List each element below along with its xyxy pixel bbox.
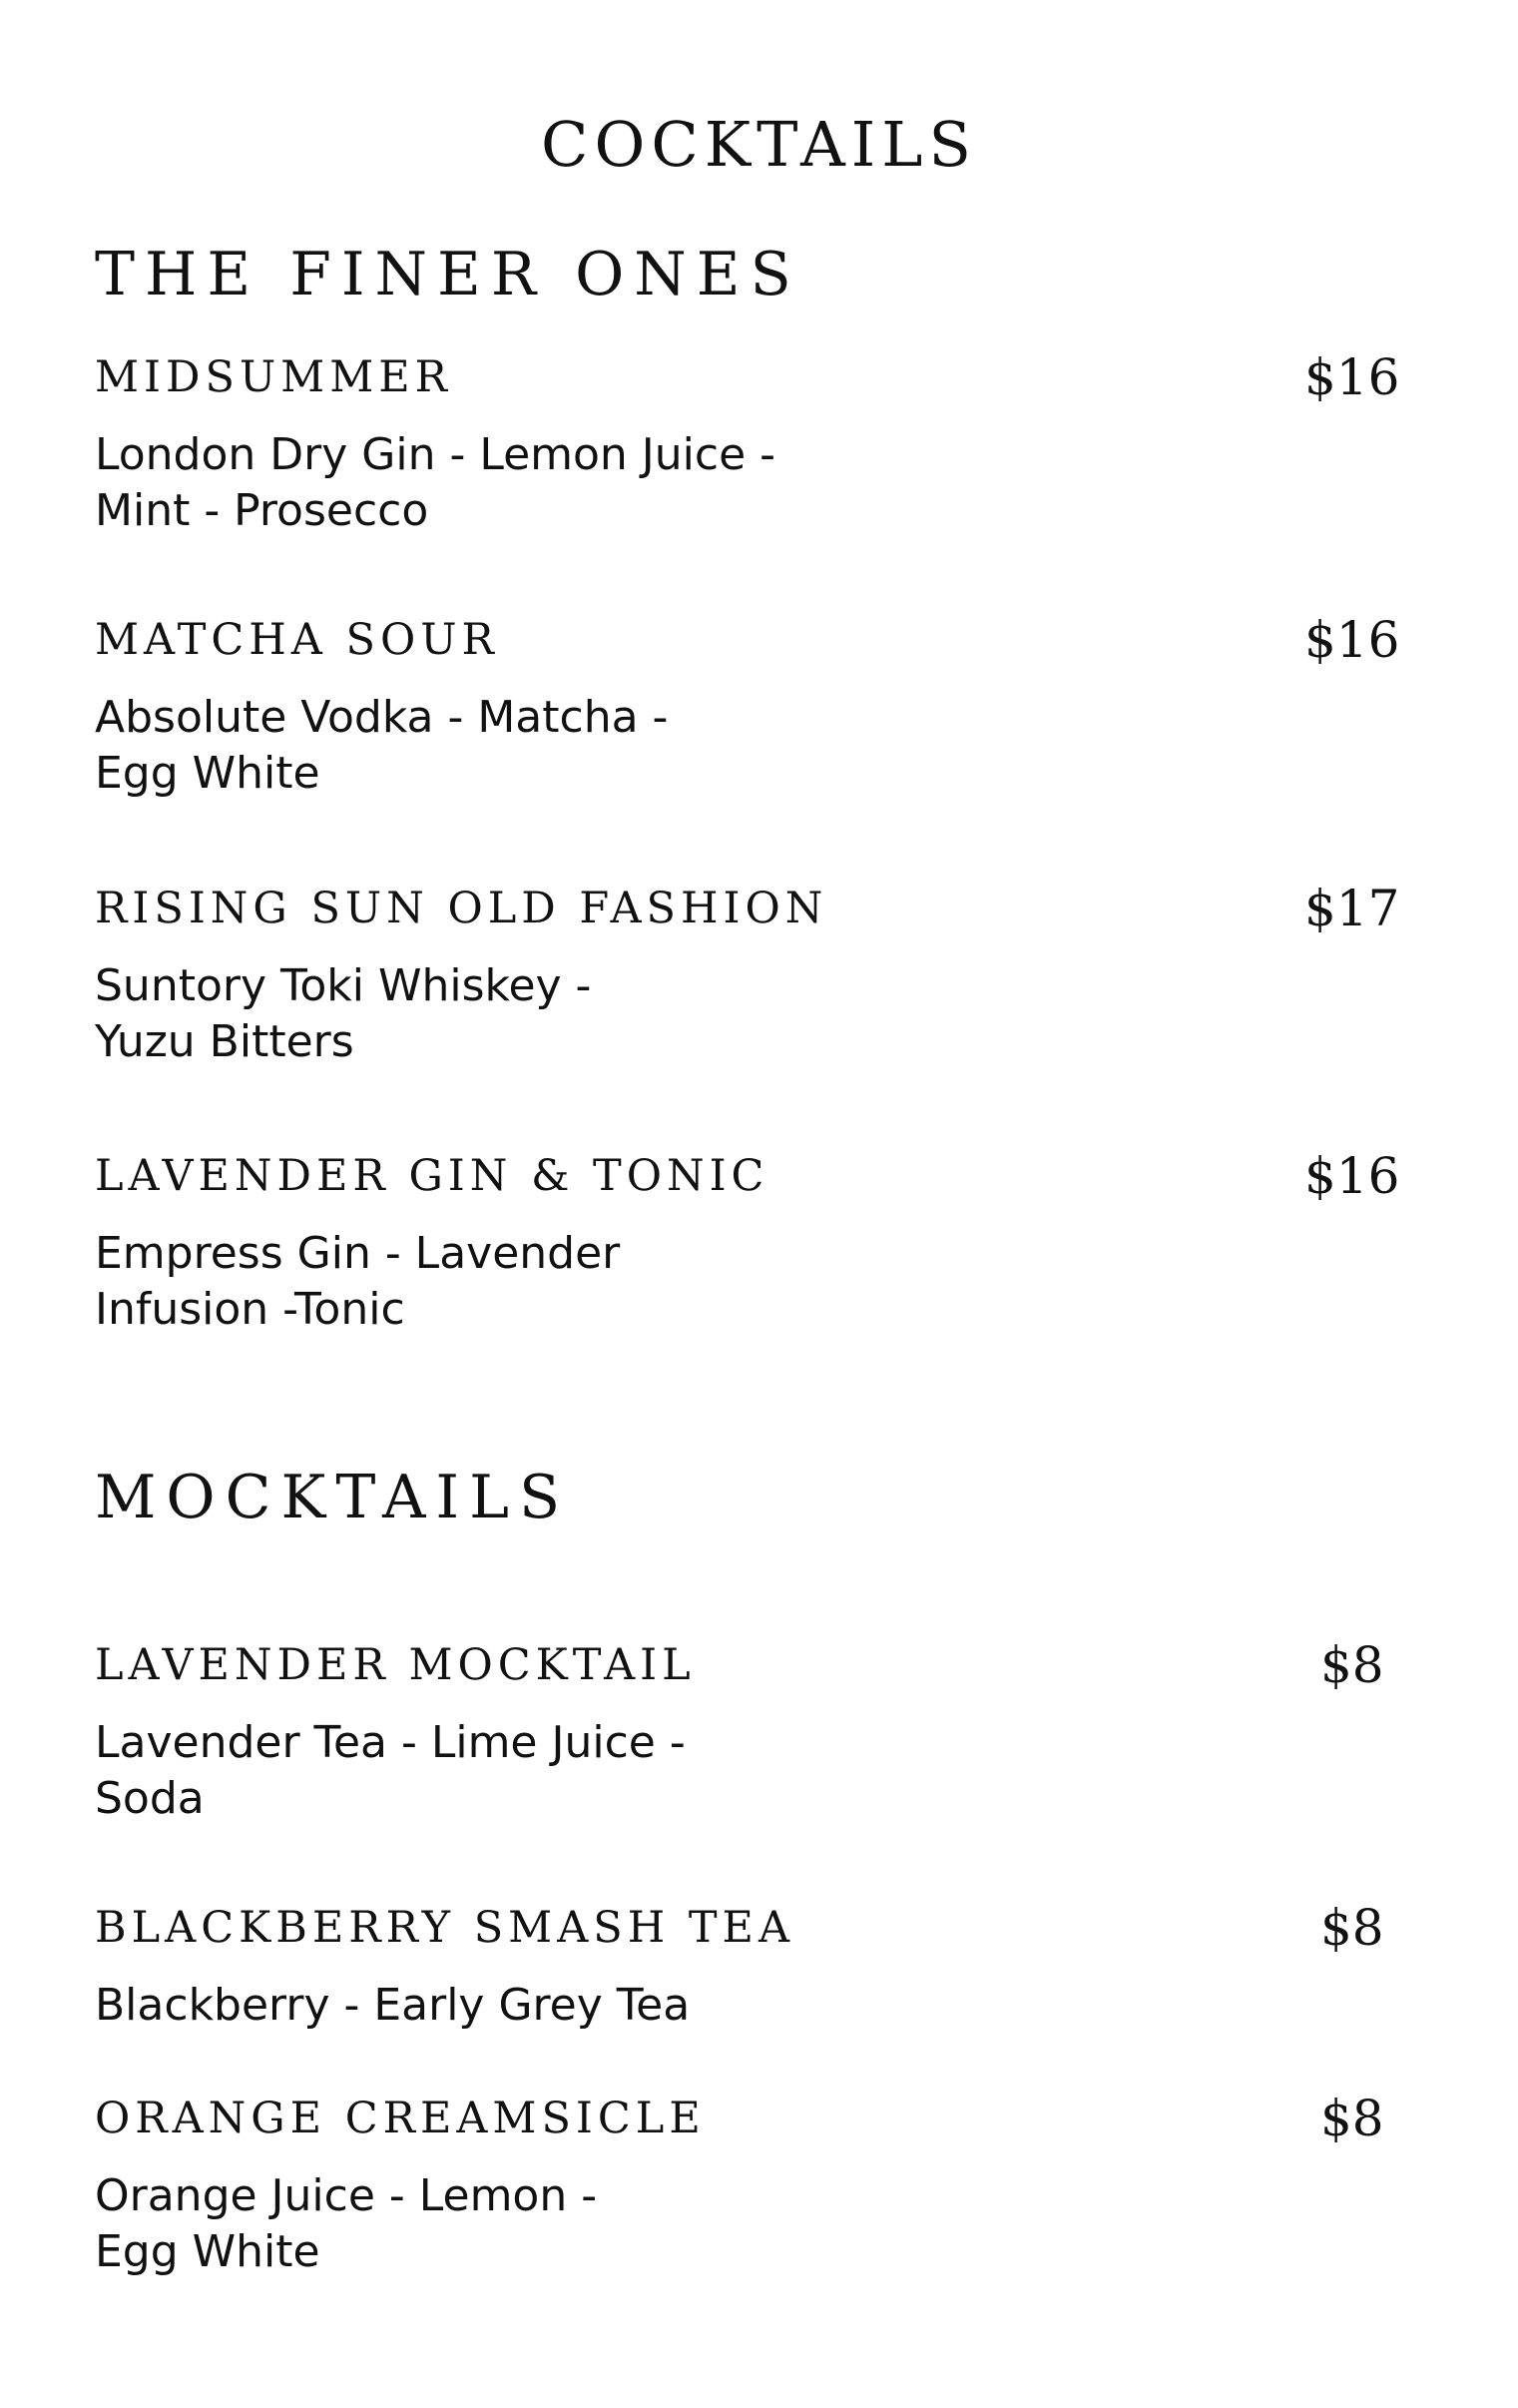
item-description-line: Empress Gin - Lavender bbox=[95, 1228, 621, 1279]
item-price: $16 bbox=[1304, 348, 1400, 406]
item-name: MATCHA SOUR bbox=[95, 615, 499, 665]
item-description-line: Lavender Tea - Lime Juice - bbox=[95, 1717, 686, 1768]
item-description-line: Absolute Vodka - Matcha - bbox=[95, 692, 669, 743]
item-description bbox=[95, 427, 775, 539]
item-name: MIDSUMMER bbox=[95, 352, 453, 402]
item-description-line: Infusion -Tonic bbox=[95, 1284, 405, 1335]
item-description bbox=[95, 1978, 690, 2034]
item-description bbox=[95, 690, 668, 802]
item-description bbox=[95, 1715, 686, 1827]
item-description-line: Yuzu Bitters bbox=[95, 1016, 354, 1067]
item-description-line: Suntory Toki Whiskey - bbox=[95, 960, 592, 1011]
item-price: $17 bbox=[1304, 880, 1400, 937]
item-description bbox=[95, 1226, 620, 1338]
item-price: $8 bbox=[1320, 1899, 1384, 1957]
cocktails-section-heading: THE FINER ONES bbox=[95, 240, 801, 309]
item-description-line: Soda bbox=[95, 1773, 205, 1824]
item-price: $16 bbox=[1304, 1147, 1400, 1205]
item-description-line: London Dry Gin - Lemon Juice - bbox=[95, 429, 775, 480]
item-description bbox=[95, 2168, 597, 2280]
page-title: COCKTAILS bbox=[541, 108, 977, 181]
item-price: $8 bbox=[1320, 1636, 1384, 1694]
item-description bbox=[95, 958, 591, 1070]
item-description-line: Egg White bbox=[95, 2226, 320, 2277]
item-name: BLACKBERRY SMASH TEA bbox=[95, 1903, 794, 1953]
item-name: LAVENDER MOCKTAIL bbox=[95, 1640, 696, 1690]
item-price: $16 bbox=[1304, 611, 1400, 669]
item-description-line: Orange Juice - Lemon - bbox=[95, 2170, 598, 2221]
item-name: ORANGE CREAMSICLE bbox=[95, 2094, 706, 2143]
item-description-line: Mint - Prosecco bbox=[95, 485, 429, 536]
mocktails-section-heading: MOCKTAILS bbox=[95, 1463, 571, 1532]
item-description-line: Egg White bbox=[95, 748, 320, 799]
item-price: $8 bbox=[1320, 2090, 1384, 2147]
item-name: LAVENDER GIN & TONIC bbox=[95, 1151, 769, 1201]
item-name: RISING SUN OLD FASHION bbox=[95, 884, 828, 933]
item-description-line: Blackberry - Early Grey Tea bbox=[95, 1980, 691, 2031]
